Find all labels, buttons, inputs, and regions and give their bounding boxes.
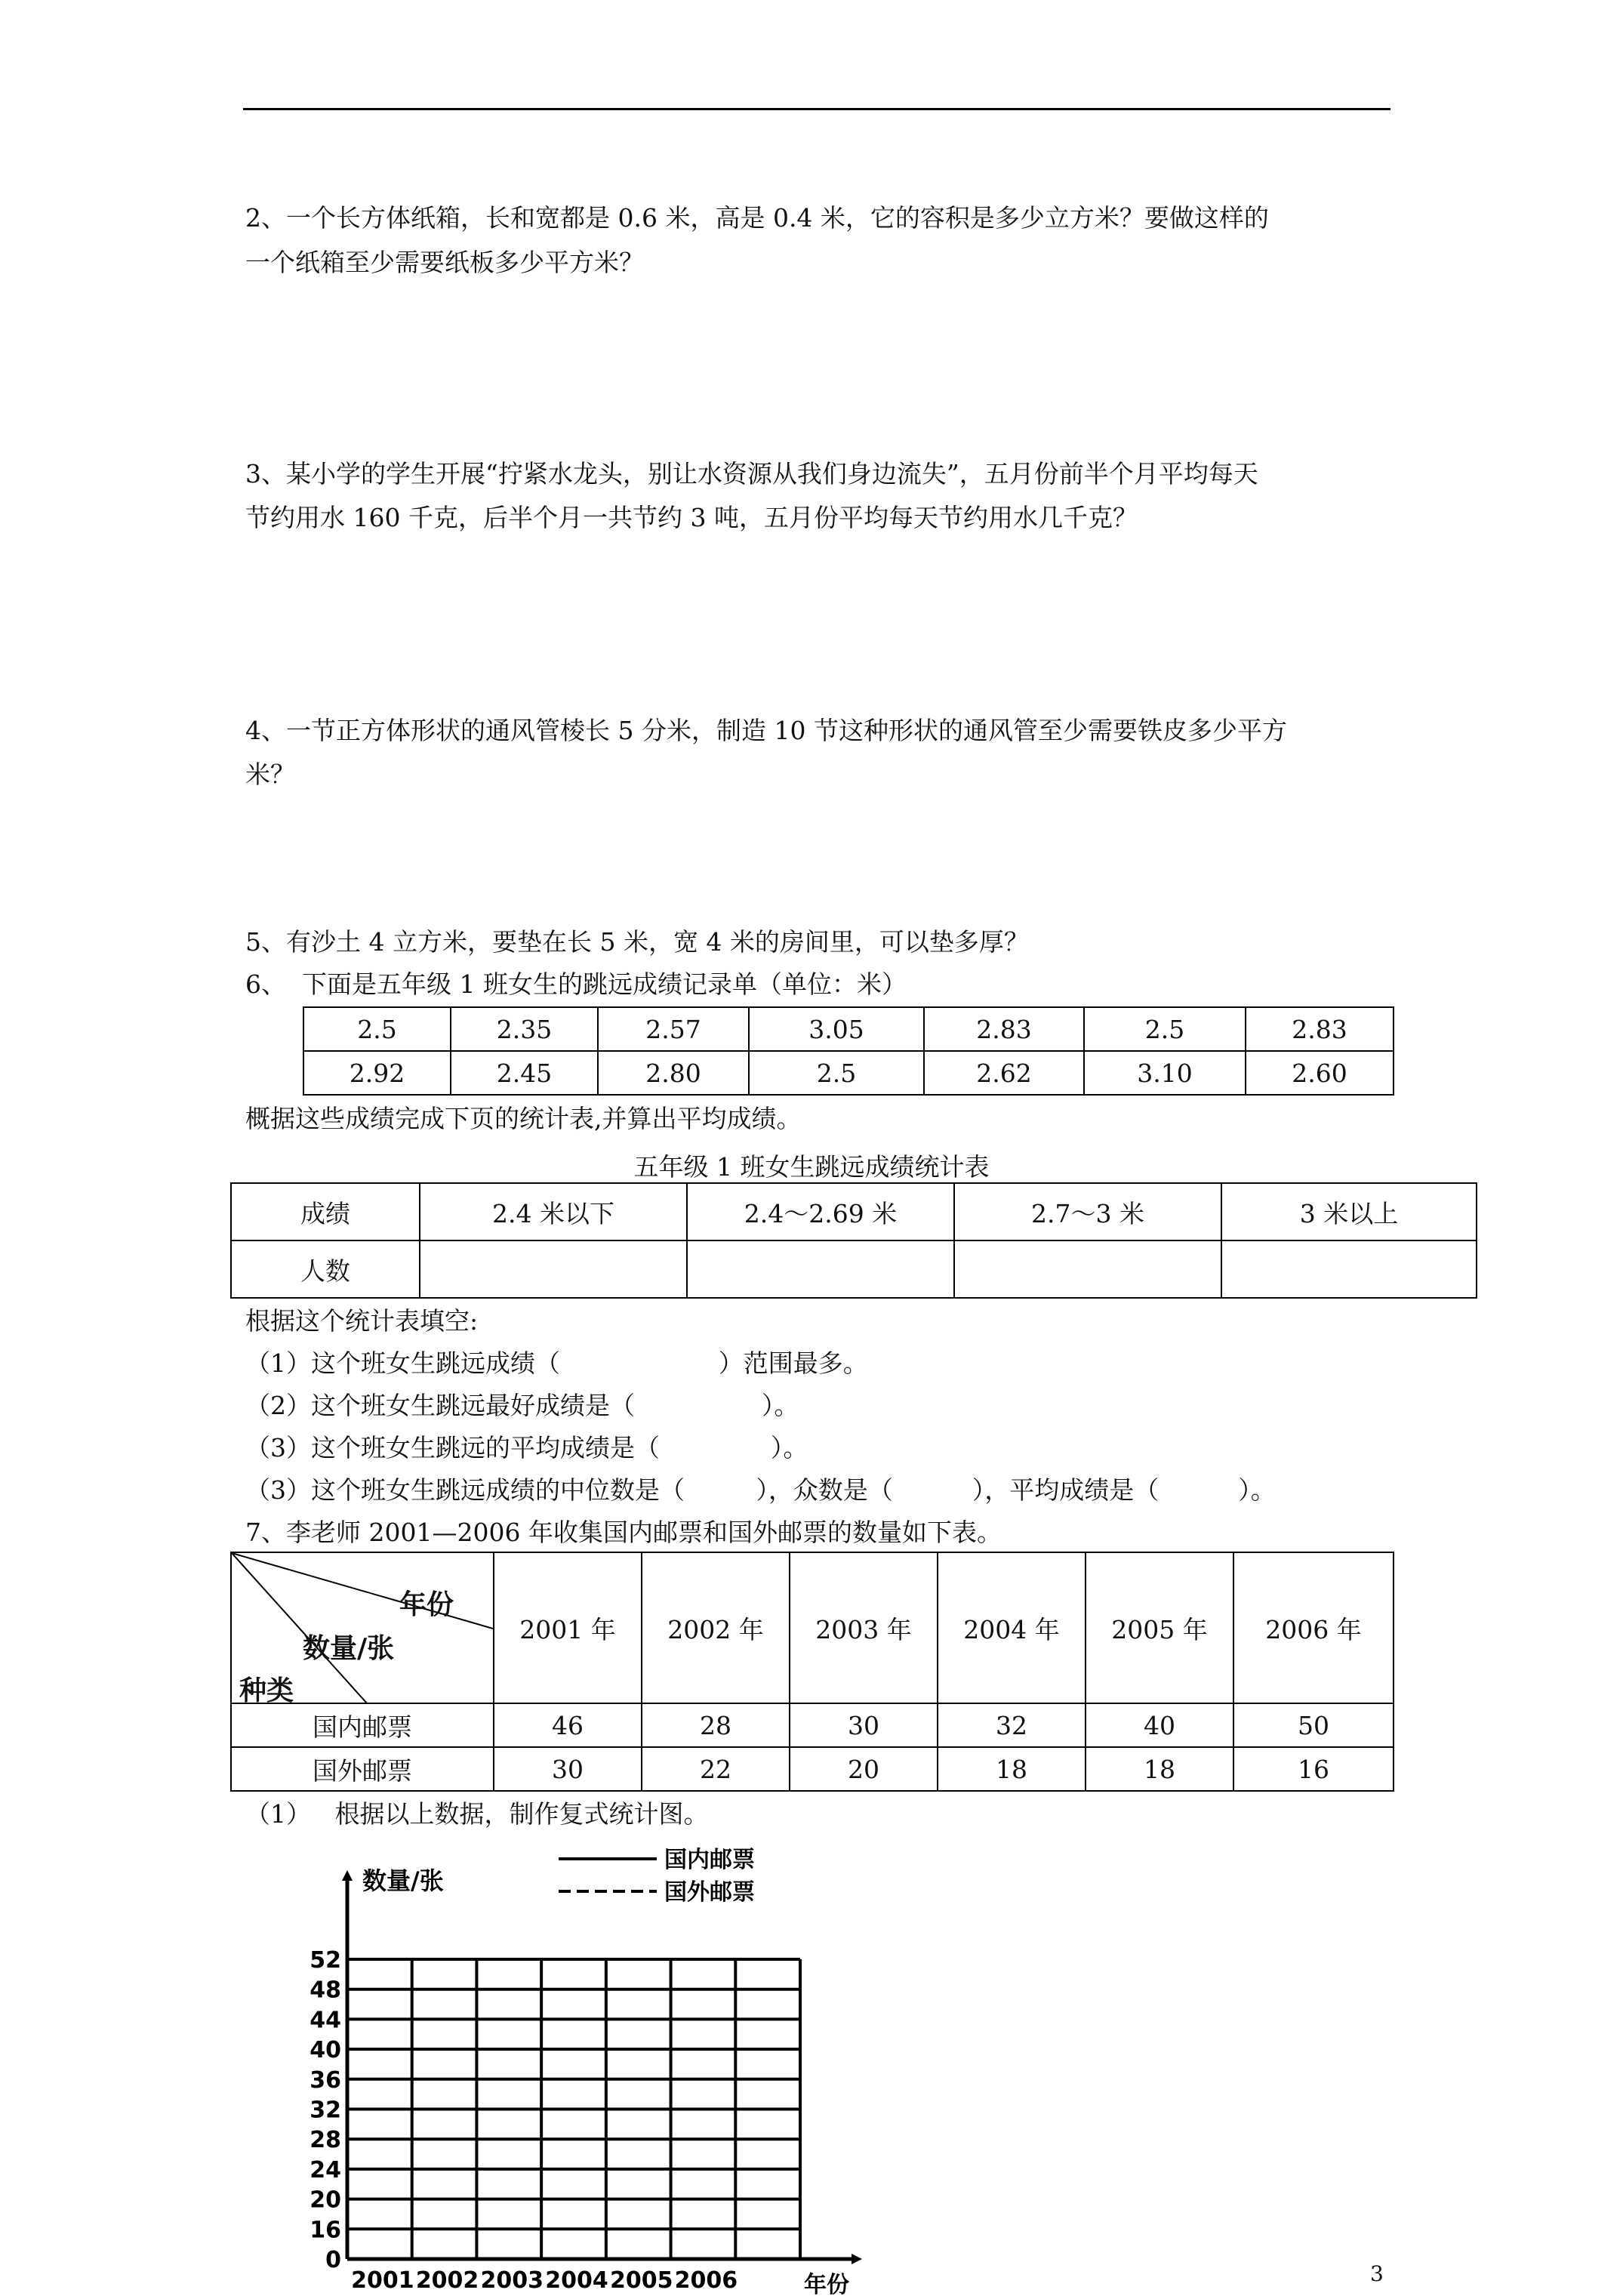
q6-instruction: 概据这些成绩完成下页的统计表,并算出平均成绩。 [245, 1104, 802, 1133]
y-tick-label: 0 [325, 2247, 341, 2273]
q6-fill-3: （3）这个班女生跳远的平均成绩是（ ）。 [245, 1433, 808, 1462]
stat-blank-cell[interactable] [687, 1240, 954, 1298]
stat-blank-cell[interactable] [954, 1240, 1221, 1298]
record-cell: 2.83 [1246, 1007, 1394, 1051]
year-header: 2003 年 [790, 1552, 938, 1703]
y-tick-label: 28 [310, 2127, 341, 2154]
record-cell: 2.60 [1246, 1051, 1394, 1095]
q4-line2: 米？ [245, 760, 295, 789]
row-label-foreign: 国外邮票 [231, 1747, 494, 1791]
q7-corner-qty: 数量/张 [303, 1633, 395, 1664]
q3-line1: 3、某小学的学生开展“拧紧水龙头，别让水资源从我们身边流失”，五月份前半个月平均每天 [245, 459, 1258, 488]
y-tick-label: 40 [310, 2037, 341, 2064]
q2-line1: 2、一个长方体纸箱，长和宽都是 0.6 米，高是 0.4 米，它的容积是多少立方米？要做这样的 [245, 203, 1269, 233]
year-header: 2006 年 [1233, 1552, 1394, 1703]
x-axis-label: 年份 [804, 2272, 849, 2296]
blank-line-chart [287, 1842, 891, 2296]
x-tick-label: 2005 [609, 2267, 673, 2294]
q7-corner-year: 年份 [399, 1589, 454, 1620]
q7-corner-cell [231, 1552, 494, 1706]
q6-fill-4: （3）这个班女生跳远成绩的中位数是（ ），众数是（ ），平均成绩是（ ）。 [245, 1475, 1276, 1505]
header-rule [243, 108, 1390, 110]
stat-header: 2.4 米以下 [420, 1183, 687, 1240]
x-tick-label: 2002 [415, 2267, 479, 2294]
record-cell: 2.45 [451, 1051, 598, 1095]
legend-label-domestic: 国内邮票 [664, 1847, 755, 1873]
record-cell: 3.10 [1084, 1051, 1246, 1095]
x-tick-label: 2004 [545, 2267, 608, 2294]
value-cell: 20 [790, 1747, 938, 1791]
value-cell: 28 [642, 1703, 790, 1747]
value-cell: 40 [1086, 1703, 1233, 1747]
year-header: 2001 年 [494, 1552, 642, 1703]
q6-intro: 6、 下面是五年级 1 班女生的跳远成绩记录单（单位：米） [245, 969, 907, 999]
record-cell: 2.62 [924, 1051, 1084, 1095]
q6-fill-2: （2）这个班女生跳远最好成绩是（ ）。 [245, 1391, 799, 1420]
y-tick-label: 52 [310, 1947, 341, 1974]
y-tick-label: 44 [310, 2007, 341, 2034]
stat-header: 成绩 [231, 1183, 420, 1240]
q2-line2: 一个纸箱至少需要纸板多少平方米？ [245, 248, 644, 277]
y-tick-label: 32 [310, 2097, 341, 2124]
page-number: 3 [1370, 2261, 1384, 2286]
q7-intro: 7、李老师 2001—2006 年收集国内邮票和国外邮票的数量如下表。 [245, 1518, 1002, 1547]
q6-table-title: 五年级 1 班女生跳远成绩统计表 [633, 1152, 990, 1182]
value-cell: 30 [494, 1747, 642, 1791]
record-cell: 2.92 [303, 1051, 451, 1095]
value-cell: 32 [938, 1703, 1086, 1747]
legend [559, 1847, 755, 1906]
stat-blank-cell[interactable] [1221, 1240, 1477, 1298]
x-tick-label: 2001 [351, 2267, 414, 2294]
x-tick-label: 2006 [674, 2267, 738, 2294]
record-cell: 2.83 [924, 1007, 1084, 1051]
q7-sub1: （1） 根据以上数据，制作复式统计图。 [245, 1799, 709, 1829]
q7-corner-kind: 种类 [239, 1675, 294, 1706]
stat-row-label: 人数 [231, 1240, 420, 1298]
x-tick-label: 2003 [480, 2267, 544, 2294]
value-cell: 50 [1233, 1703, 1394, 1747]
record-cell: 2.80 [598, 1051, 749, 1095]
y-tick-label: 24 [310, 2156, 341, 2184]
row-label-domestic: 国内邮票 [231, 1703, 494, 1747]
value-cell: 18 [1086, 1747, 1233, 1791]
q4-line1: 4、一节正方体形状的通风管棱长 5 分米，制造 10 节这种形状的通风管至少需要铁皮多少平方 [245, 716, 1287, 745]
value-cell: 18 [938, 1747, 1086, 1791]
year-header: 2004 年 [938, 1552, 1086, 1703]
q6-fill-1: （1）这个班女生跳远成绩（ ）范围最多。 [245, 1348, 868, 1378]
stat-header: 2.4～2.69 米 [687, 1183, 954, 1240]
q3-line2: 节约用水 160 千克，后半个月一共节约 3 吨，五月份平均每天节约用水几千克？ [245, 503, 1138, 532]
record-cell: 2.5 [303, 1007, 451, 1051]
stat-header: 2.7～3 米 [954, 1183, 1221, 1240]
legend-label-foreign: 国外邮票 [664, 1879, 755, 1906]
value-cell: 30 [790, 1703, 938, 1747]
year-header: 2002 年 [642, 1552, 790, 1703]
stat-blank-cell[interactable] [420, 1240, 687, 1298]
q6-fill-intro: 根据这个统计表填空: [245, 1306, 479, 1336]
y-tick-label: 16 [310, 2217, 341, 2244]
y-tick-label: 36 [310, 2066, 341, 2094]
q7-stamp-table [230, 1552, 1394, 1792]
record-cell: 2.35 [451, 1007, 598, 1051]
q6-stat-table [230, 1182, 1477, 1299]
record-cell: 3.05 [749, 1007, 924, 1051]
value-cell: 22 [642, 1747, 790, 1791]
y-tick-label: 48 [310, 1977, 341, 2004]
value-cell: 46 [494, 1703, 642, 1747]
value-cell: 16 [1233, 1747, 1394, 1791]
y-axis-label: 数量/张 [362, 1866, 444, 1895]
q6-records-table [303, 1006, 1394, 1096]
record-cell: 2.5 [1084, 1007, 1246, 1051]
record-cell: 2.5 [749, 1051, 924, 1095]
record-cell: 2.57 [598, 1007, 749, 1051]
stat-header: 3 米以上 [1221, 1183, 1477, 1240]
q5-text: 5、有沙土 4 立方米，要垫在长 5 米，宽 4 米的房间里，可以垫多厚？ [245, 927, 1029, 957]
year-header: 2005 年 [1086, 1552, 1233, 1703]
y-tick-label: 20 [310, 2187, 341, 2214]
